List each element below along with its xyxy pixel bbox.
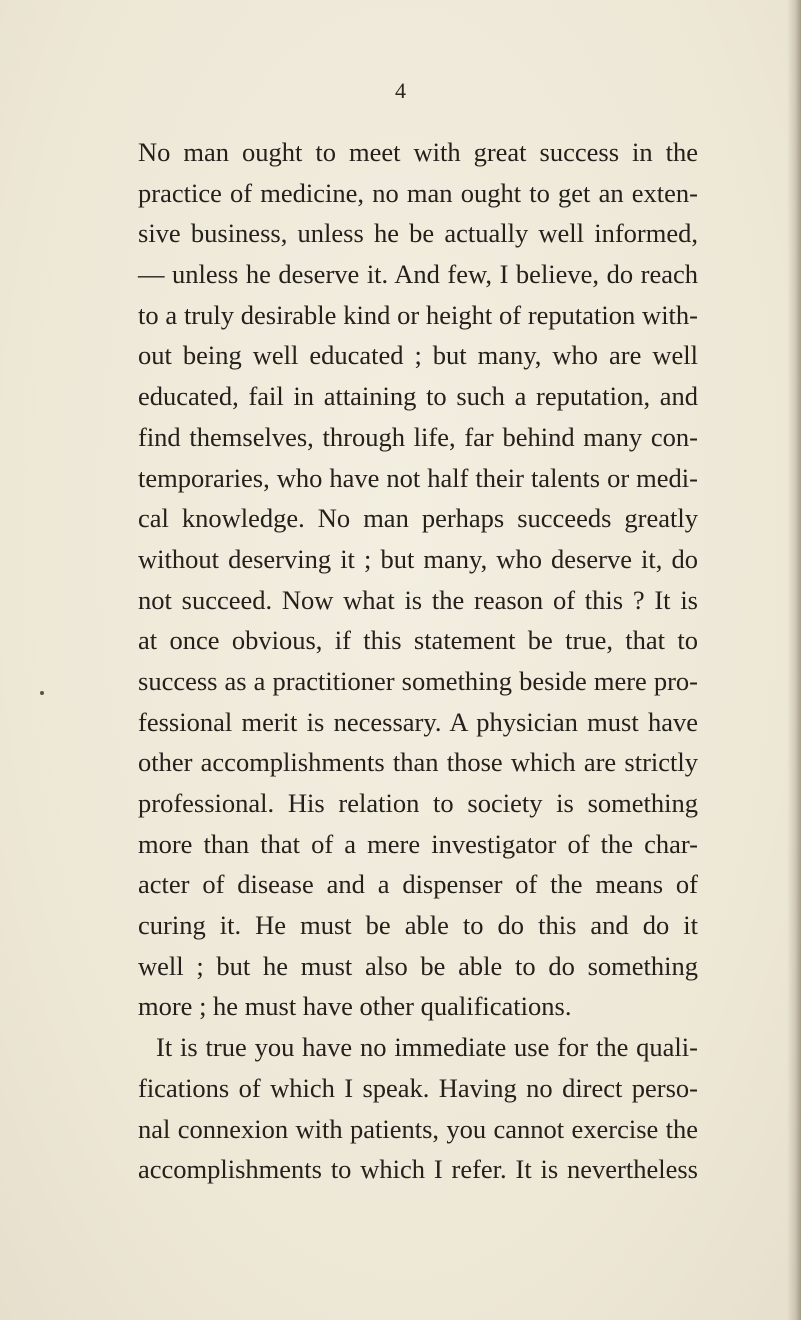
text-line: find themselves, through life, far behind many con- — [138, 421, 698, 452]
text-line: other accomplishments than those which are strictly — [138, 747, 698, 778]
text-line: not succeed. Now what is the reason of this ? It is — [138, 584, 698, 615]
text-line: It is true you have no immediate use for the quali- — [156, 1032, 698, 1063]
text-line: to a truly desirable kind or height of reputation with- — [138, 299, 698, 330]
text-line: fications of which I speak. Having no direct perso- — [138, 1072, 698, 1103]
text-line: temporaries, who have not half their talents or medi- — [138, 462, 698, 493]
text-line: well ; but he must also be able to do something — [138, 950, 698, 981]
text-line: more than that of a mere investigator of the char- — [138, 828, 698, 859]
text-line: more ; he must have other qualifications. — [138, 991, 572, 1022]
text-line: cal knowledge. No man perhaps succeeds greatly — [138, 503, 698, 534]
text-line: success as a practitioner something beside mere pro- — [138, 665, 698, 696]
body-text — [138, 132, 698, 1190]
text-line: nal connexion with patients, you cannot exercise the — [138, 1113, 698, 1144]
text-line: No man ought to meet with great success in the — [138, 137, 698, 167]
text-line: accomplishments to which I refer. It is nevertheless — [138, 1154, 698, 1185]
ink-speck — [40, 691, 44, 695]
text-line: fessional merit is necessary. A physician must have — [138, 706, 698, 737]
text-line: — unless he deserve it. And few, I believe, do reach — [138, 259, 698, 290]
text-line: educated, fail in attaining to such a reputation, and — [138, 381, 698, 412]
page-number: 4 — [395, 78, 406, 103]
text-line: acter of disease and a dispenser of the means of — [138, 869, 698, 900]
text-line: professional. His relation to society is something — [138, 788, 698, 818]
text-line: sive business, unless he be actually well informed, — [138, 218, 698, 249]
text-line: out being well educated ; but many, who are well — [138, 340, 698, 371]
text-line: at once obvious, if this statement be true, that to — [138, 625, 698, 656]
page-edge-shadow — [787, 0, 801, 1320]
text-line: curing it. He must be able to do this and do it — [138, 910, 698, 941]
text-line: practice of medicine, no man ought to get an exten- — [138, 177, 698, 208]
text-line: without deserving it ; but many, who deserve it, do — [138, 543, 698, 574]
